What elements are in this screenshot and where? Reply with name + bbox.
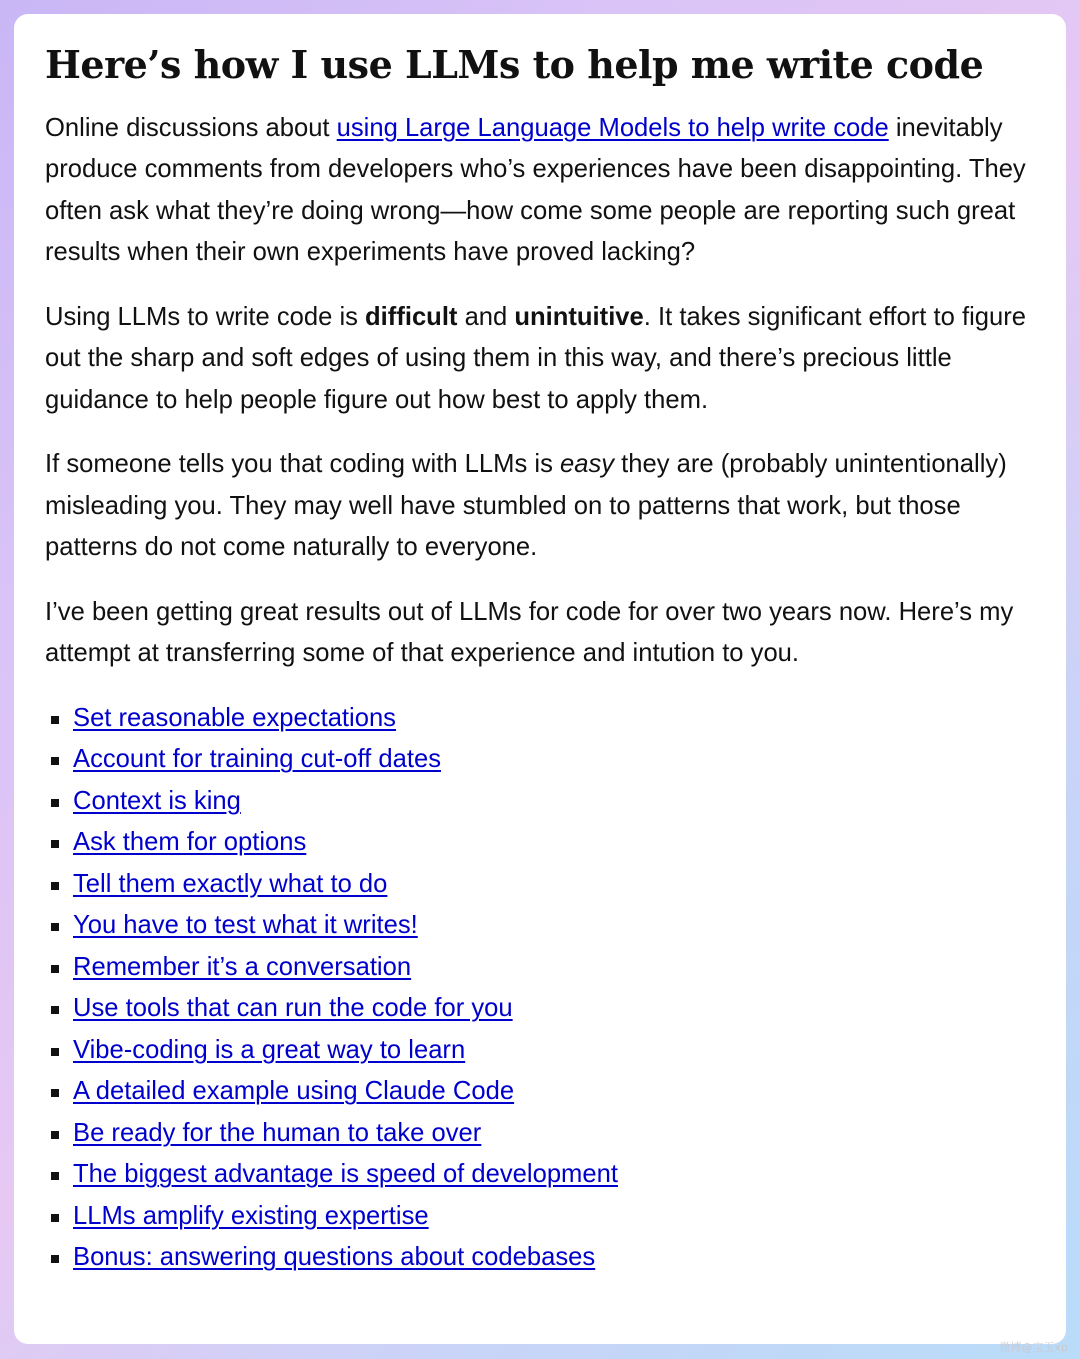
toc-link-expertise[interactable]: LLMs amplify existing expertise xyxy=(73,1201,429,1230)
toc-item xyxy=(45,1154,1034,1196)
table-of-contents xyxy=(45,698,1034,1279)
difficulty-text-2: and xyxy=(457,302,515,331)
bullet-icon xyxy=(51,1006,59,1014)
toc-item xyxy=(45,1030,1034,1072)
bullet-icon xyxy=(51,716,59,724)
difficulty-text-1: Using LLMs to write code is xyxy=(45,302,366,331)
easy-emphasis: easy xyxy=(559,450,615,479)
bullet-icon xyxy=(51,965,59,973)
toc-item xyxy=(45,781,1034,823)
bullet-icon xyxy=(51,1048,59,1056)
toc-link-tools[interactable]: Use tools that can run the code for you xyxy=(73,994,513,1023)
toc-link-context[interactable]: Context is king xyxy=(73,786,241,815)
toc-link-codebases[interactable]: Bonus: answering questions about codebases xyxy=(73,1243,596,1272)
bullet-icon xyxy=(51,1214,59,1222)
easy-text-1: If someone tells you that coding with LLMs is xyxy=(45,450,560,479)
toc-link-human-takeover[interactable]: Be ready for the human to take over xyxy=(73,1118,482,1147)
bullet-icon xyxy=(51,799,59,807)
toc-item xyxy=(45,1196,1034,1238)
intro-text-after: inevitably produce comments from developers who’s experiences have been disappointing. They often ask what they’re doing wrong—how come some people are reporting such great results when their own experiments have proved lacking? xyxy=(45,113,1026,267)
toc-item xyxy=(45,988,1034,1030)
easy-paragraph xyxy=(45,444,1034,569)
difficult-emphasis: difficult xyxy=(365,302,458,331)
watermark: 微博@宝玉xp xyxy=(999,1341,1068,1354)
intro-paragraph xyxy=(45,108,1034,274)
article-card xyxy=(14,14,1066,1344)
bullet-icon xyxy=(51,1131,59,1139)
bullet-icon xyxy=(51,1172,59,1180)
toc-link-test[interactable]: You have to test what it writes! xyxy=(73,911,418,940)
intro-text-before: Online discussions about xyxy=(45,113,337,142)
toc-link-cutoff-dates[interactable]: Account for training cut-off dates xyxy=(73,745,441,774)
toc-item xyxy=(45,1113,1034,1155)
experience-paragraph: I’ve been getting great results out of LLMs for code for over two years now. Here’s my attempt at transferring some of that experience and intution to you. xyxy=(45,597,1014,668)
bullet-icon xyxy=(51,840,59,848)
toc-item xyxy=(45,822,1034,864)
bullet-icon xyxy=(51,1255,59,1263)
toc-item xyxy=(45,1237,1034,1279)
unintuitive-emphasis: unintuitive xyxy=(514,302,644,331)
toc-link-options[interactable]: Ask them for options xyxy=(73,828,307,857)
bullet-icon xyxy=(51,757,59,765)
article-title: Here’s how I use LLMs to help me write code xyxy=(45,42,984,87)
toc-link-exact-instructions[interactable]: Tell them exactly what to do xyxy=(73,869,388,898)
bullet-icon xyxy=(51,882,59,890)
toc-item xyxy=(45,698,1034,740)
bullet-icon xyxy=(51,923,59,931)
toc-item xyxy=(45,947,1034,989)
difficulty-text-3: . It takes significant effort to figure out the sharp and soft edges of using them in this way, and there’s precious little guidance to help people figure out how best to apply them. xyxy=(45,302,1026,414)
toc-item xyxy=(45,905,1034,947)
toc-item xyxy=(45,1071,1034,1113)
toc-link-vibe-coding[interactable]: Vibe-coding is a great way to learn xyxy=(73,1035,466,1064)
toc-item xyxy=(45,739,1034,781)
easy-text-2: they are (probably unintentionally) misleading you. They may well have stumbled on to patterns that work, but those patterns do not come naturally to everyone. xyxy=(45,450,1007,562)
llm-code-link[interactable]: using Large Language Models to help write code xyxy=(336,113,889,142)
toc-link-claude-code[interactable]: A detailed example using Claude Code xyxy=(73,1077,515,1106)
toc-item xyxy=(45,864,1034,906)
toc-link-expectations[interactable]: Set reasonable expectations xyxy=(73,703,396,732)
difficulty-paragraph xyxy=(45,297,1034,422)
toc-link-speed[interactable]: The biggest advantage is speed of development xyxy=(73,1160,618,1189)
bullet-icon xyxy=(51,1089,59,1097)
toc-link-conversation[interactable]: Remember it’s a conversation xyxy=(73,952,412,981)
